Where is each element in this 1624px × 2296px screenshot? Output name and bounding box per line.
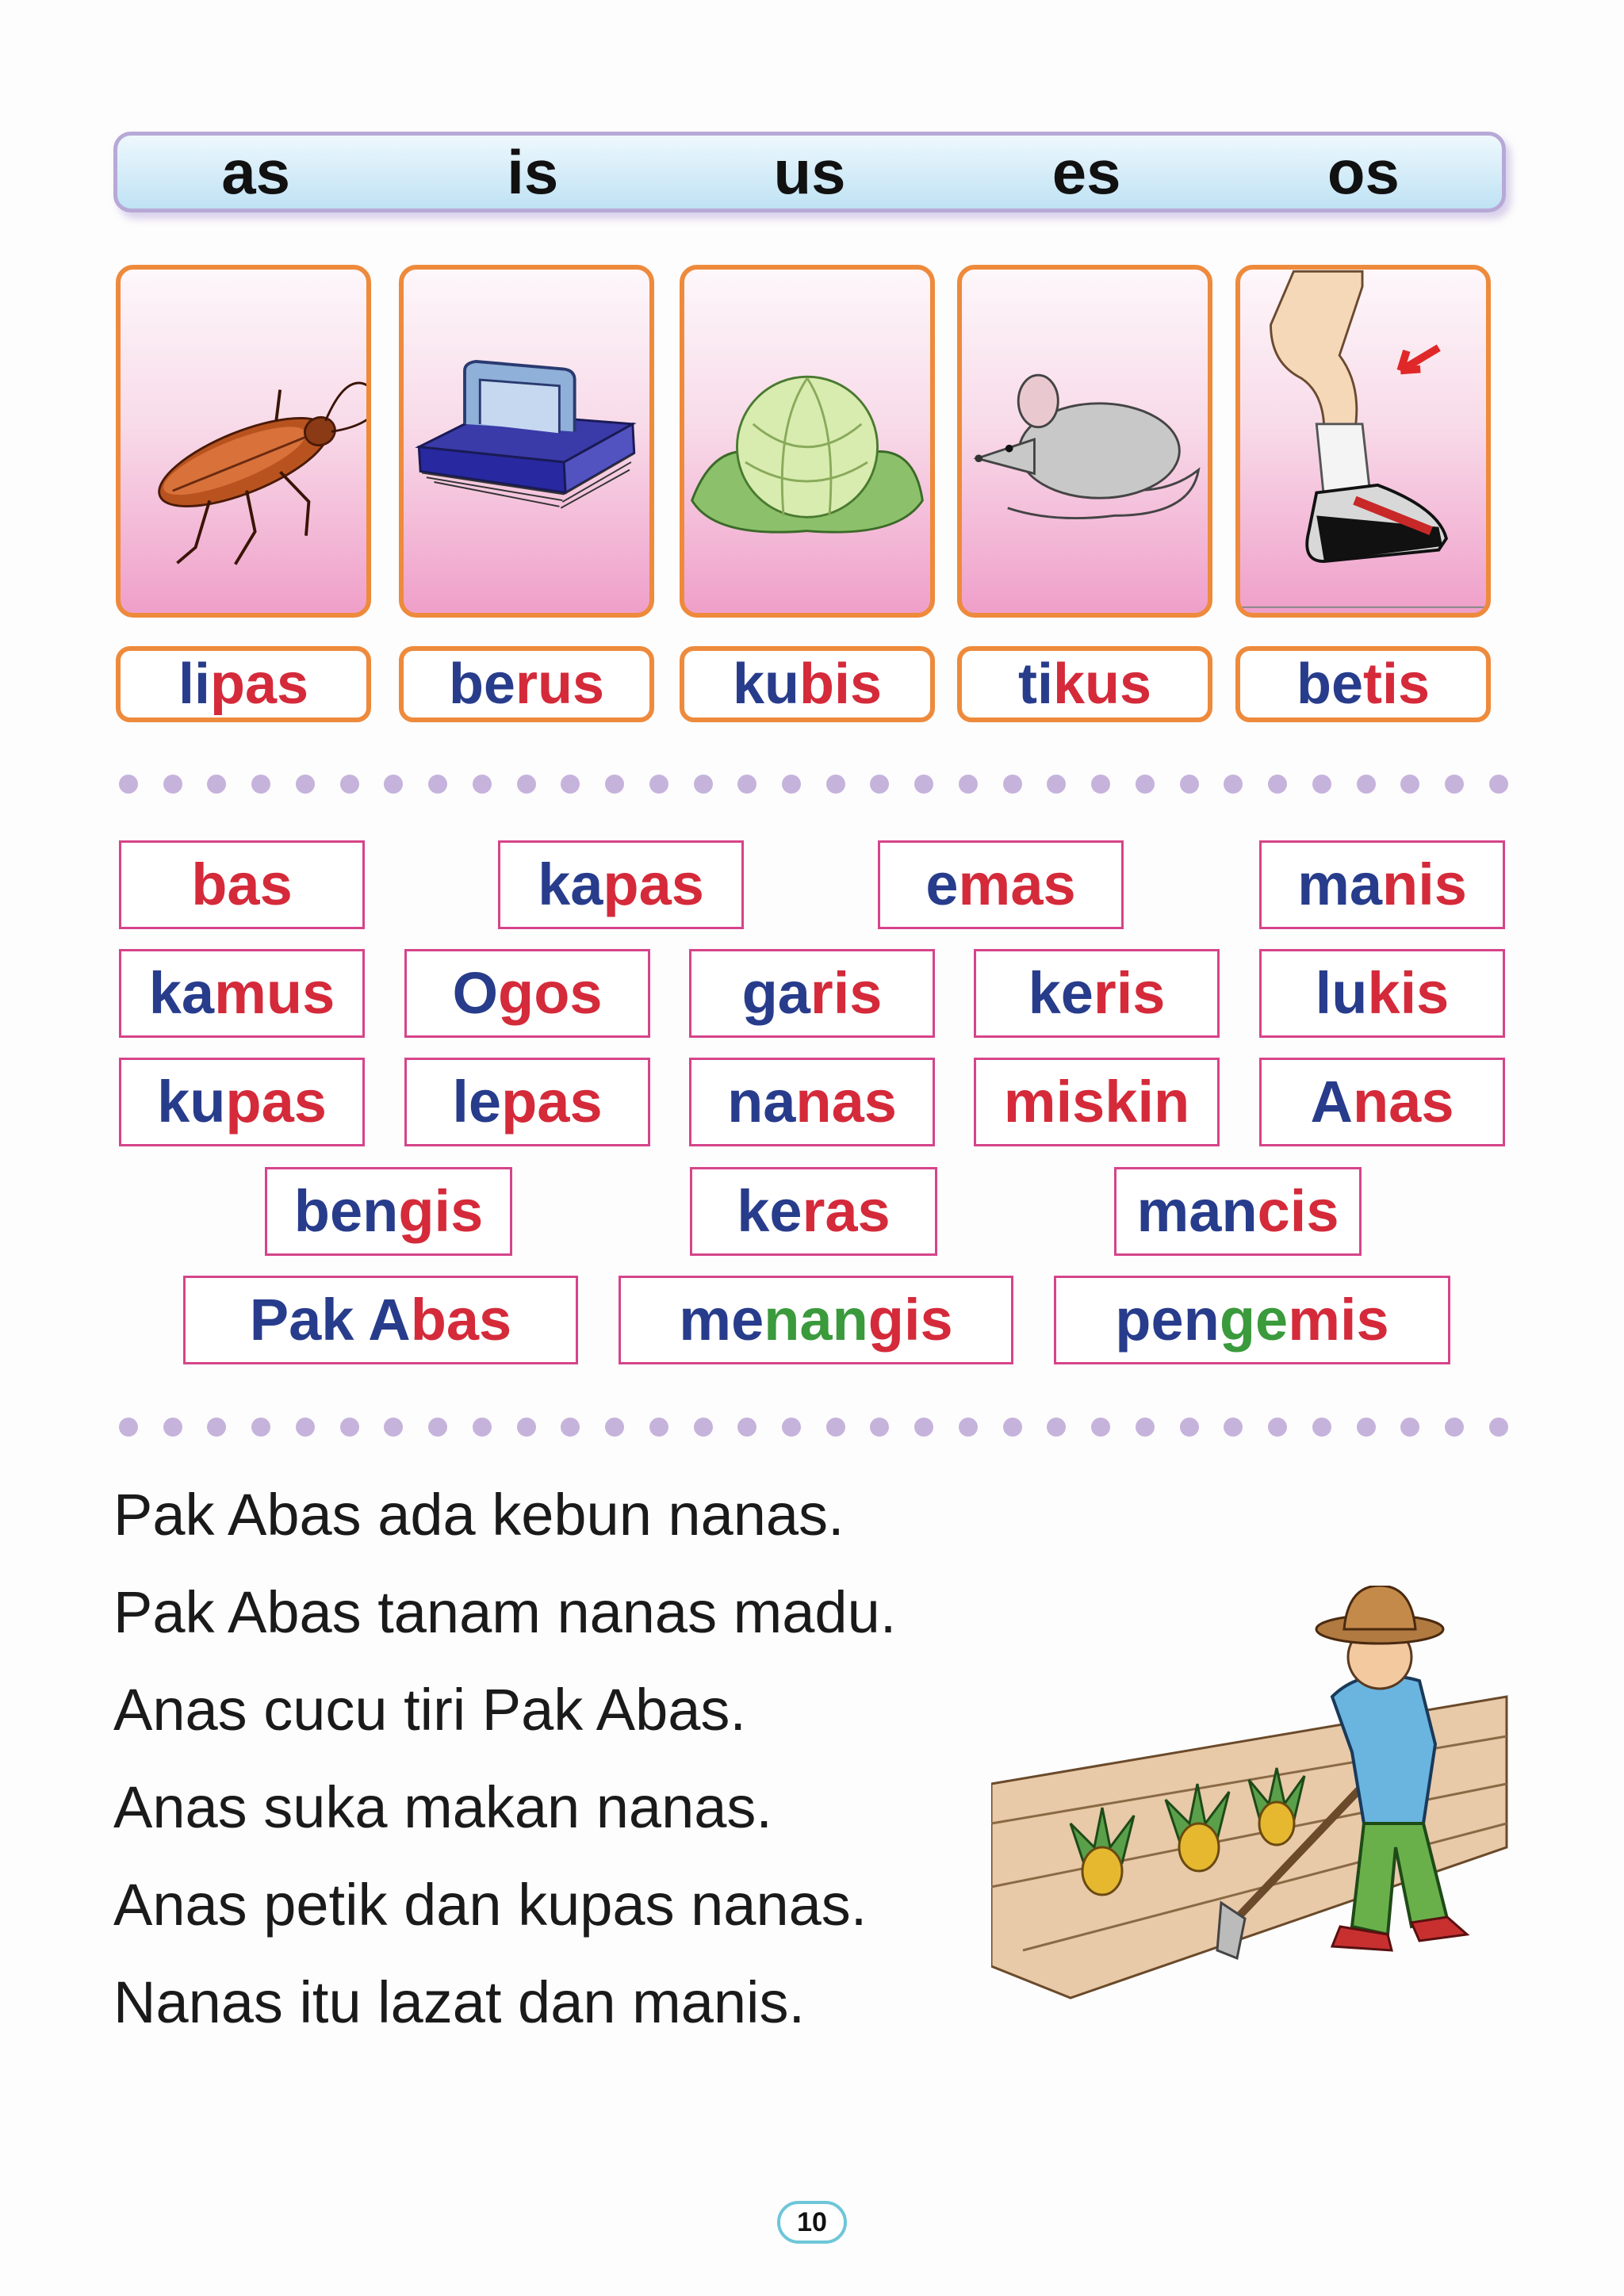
brush-icon [404,270,649,613]
divider-dot [1445,775,1464,794]
divider-dot [605,775,624,794]
cabbage-icon [684,270,930,613]
word-box-keras [690,1167,937,1256]
word-box-pak-abas [183,1276,578,1364]
divider-dot [1003,1418,1022,1437]
syllable-part: le [452,1069,502,1135]
divider-dot [1357,1418,1376,1437]
syllable-part: bas [410,1287,512,1353]
divider-dot [1489,775,1508,794]
syllable-part: li [178,652,210,716]
divider-dot [340,775,359,794]
syllable-part: mis [1288,1287,1389,1353]
divider-dot [782,1418,801,1437]
divider-dot [207,775,226,794]
divider-dot [605,1418,624,1437]
syllable-part: ris [1093,960,1166,1026]
cockroach-icon [121,270,366,613]
divider-dot [517,1418,536,1437]
syllable-part: kus [1052,652,1152,716]
syllable-part: rus [515,652,605,716]
divider-dot [296,1418,315,1437]
syllable-part: O [452,960,498,1026]
divider-dot [959,775,978,794]
syllable-part: bis [799,652,883,716]
word-box-kupas [119,1058,365,1146]
syllable-part: gis [868,1287,953,1353]
word-box-menangis [619,1276,1013,1364]
divider-dot [1312,1418,1331,1437]
divider-dot [119,1418,138,1437]
card-tikus [957,265,1212,618]
divider-dot [517,775,536,794]
divider-dot [473,775,492,794]
syllable-part: gis [398,1178,484,1244]
divider-dot [163,1418,182,1437]
syllable-part: ras [802,1178,891,1244]
divider-dot [782,775,801,794]
syllable-part: nan [764,1287,868,1353]
syllable-part: pas [209,652,309,716]
divider-dot [1268,1418,1287,1437]
reading-sentence: Nanas itu lazat dan manis. [113,1969,806,2035]
syllable-part: pas [501,1069,603,1135]
divider-dot [428,1418,447,1437]
divider-dot [1180,1418,1199,1437]
syllable-part: cis [1257,1178,1339,1244]
divider-dot [826,775,845,794]
divider-dot [428,775,447,794]
farmer-pineapple-field-icon [991,1586,1515,2006]
syllable-part: ka [538,851,603,917]
card-label-berus [399,646,654,722]
divider-dot [251,1418,270,1437]
word-box-keris [974,949,1220,1038]
syllable-part: ku [732,652,799,716]
syllable-part: pas [225,1069,327,1135]
word-box-nanas [689,1058,935,1146]
page-number: 10 [777,2201,847,2244]
syllable-part: be [1296,652,1363,716]
syllable-part: kis [1367,960,1450,1026]
divider-dot [207,1418,226,1437]
syllable-part: na [727,1069,796,1135]
syllable-part: mus [214,960,335,1026]
divider-dot [870,1418,889,1437]
syllable-part: tis [1363,652,1431,716]
divider-dot [959,1418,978,1437]
syllable-part: ge [1219,1287,1289,1353]
dotted-divider [119,1418,1508,1437]
word-box-kapas [498,840,744,929]
word-box-anas [1259,1058,1505,1146]
card-label-kubis [680,646,935,722]
divider-dot [1047,775,1066,794]
word-box-emas [878,840,1124,929]
syllable-us: us [773,136,846,207]
card-label-tikus [957,646,1212,722]
divider-dot [1312,775,1331,794]
syllable-part: ma [1297,851,1383,917]
syllable-part: mis [1003,1069,1105,1135]
syllable-bar [113,132,1506,212]
syllable-part: ke [1028,960,1094,1026]
reading-sentence: Pak Abas tanam nanas madu. [113,1579,897,1645]
word-box-mancis [1114,1167,1362,1256]
card-label-lipas [116,646,371,722]
word-box-ogos [404,949,650,1038]
syllable-part: mas [958,851,1076,917]
divider-dot [1047,1418,1066,1437]
syllable-part: me [679,1287,764,1353]
syllable-part: pas [603,851,704,917]
divider-dot [1136,775,1155,794]
divider-dot [1268,775,1287,794]
divider-dot [1003,775,1022,794]
divider-dot [1224,1418,1243,1437]
leg-icon [1240,270,1486,613]
divider-dot [384,775,403,794]
divider-dot [737,1418,756,1437]
syllable-part: ti [1017,652,1053,716]
divider-dot [340,1418,359,1437]
syllable-es: es [1051,136,1121,207]
reading-sentence: Anas cucu tiri Pak Abas. [113,1677,746,1743]
syllable-part: ga [741,960,810,1026]
divider-dot [649,775,668,794]
syllable-as: as [221,136,290,207]
word-box-garis [689,949,935,1038]
syllable-part: pen [1115,1287,1220,1353]
divider-dot [1489,1418,1508,1437]
divider-dot [694,775,713,794]
word-box-lukis [1259,949,1505,1038]
divider-dot [1357,775,1376,794]
divider-dot [163,775,182,794]
word-box-bengis [265,1167,512,1256]
syllable-part: Pak A [249,1287,411,1353]
divider-dot [1091,775,1110,794]
divider-dot [737,775,756,794]
syllable-part: gos [498,960,603,1026]
word-box-manis [1259,840,1505,929]
divider-dot [1180,775,1199,794]
word-box-pengemis [1054,1276,1450,1364]
divider-dot [384,1418,403,1437]
reading-sentence: Anas petik dan kupas nanas. [113,1872,868,1938]
divider-dot [296,775,315,794]
syllable-part: ris [810,960,883,1026]
syllable-part: kin [1105,1069,1190,1135]
divider-dot [1224,775,1243,794]
syllable-part: ka [148,960,215,1026]
syllable-part: e [925,851,959,917]
word-box-bas [119,840,365,929]
divider-dot [119,775,138,794]
divider-dot [1136,1418,1155,1437]
syllable-part: ke [737,1178,802,1244]
syllable-part: be [448,652,515,716]
divider-dot [473,1418,492,1437]
reading-sentence: Pak Abas ada kebun nanas. [113,1482,845,1548]
word-box-miskin [974,1058,1220,1146]
card-berus [399,265,654,618]
syllable-part: man [1136,1178,1258,1244]
syllable-part: ku [157,1069,226,1135]
divider-dot [1091,1418,1110,1437]
card-betis [1235,265,1491,618]
syllable-part: ben [293,1178,399,1244]
syllable-is: is [507,136,559,207]
divider-dot [251,775,270,794]
syllable-part: A [1310,1069,1353,1135]
divider-dot [1400,775,1419,794]
divider-dot [561,1418,580,1437]
card-lipas [116,265,371,618]
reading-sentence: Anas suka makan nanas. [113,1774,772,1840]
mouse-icon [962,270,1208,613]
divider-dot [914,775,933,794]
divider-dot [649,1418,668,1437]
divider-dot [870,775,889,794]
card-kubis [680,265,935,618]
syllable-os: os [1327,136,1400,207]
divider-dot [826,1418,845,1437]
divider-dot [1400,1418,1419,1437]
divider-dot [694,1418,713,1437]
syllable-part: bas [191,851,293,917]
word-box-lepas [404,1058,650,1146]
syllable-part: nas [1352,1069,1454,1135]
dotted-divider [119,775,1508,794]
syllable-part: nis [1382,851,1467,917]
divider-dot [561,775,580,794]
syllable-part: nas [795,1069,897,1135]
divider-dot [914,1418,933,1437]
divider-dot [1445,1418,1464,1437]
syllable-part: lu [1315,960,1368,1026]
card-label-betis [1235,646,1491,722]
word-box-kamus [119,949,365,1038]
